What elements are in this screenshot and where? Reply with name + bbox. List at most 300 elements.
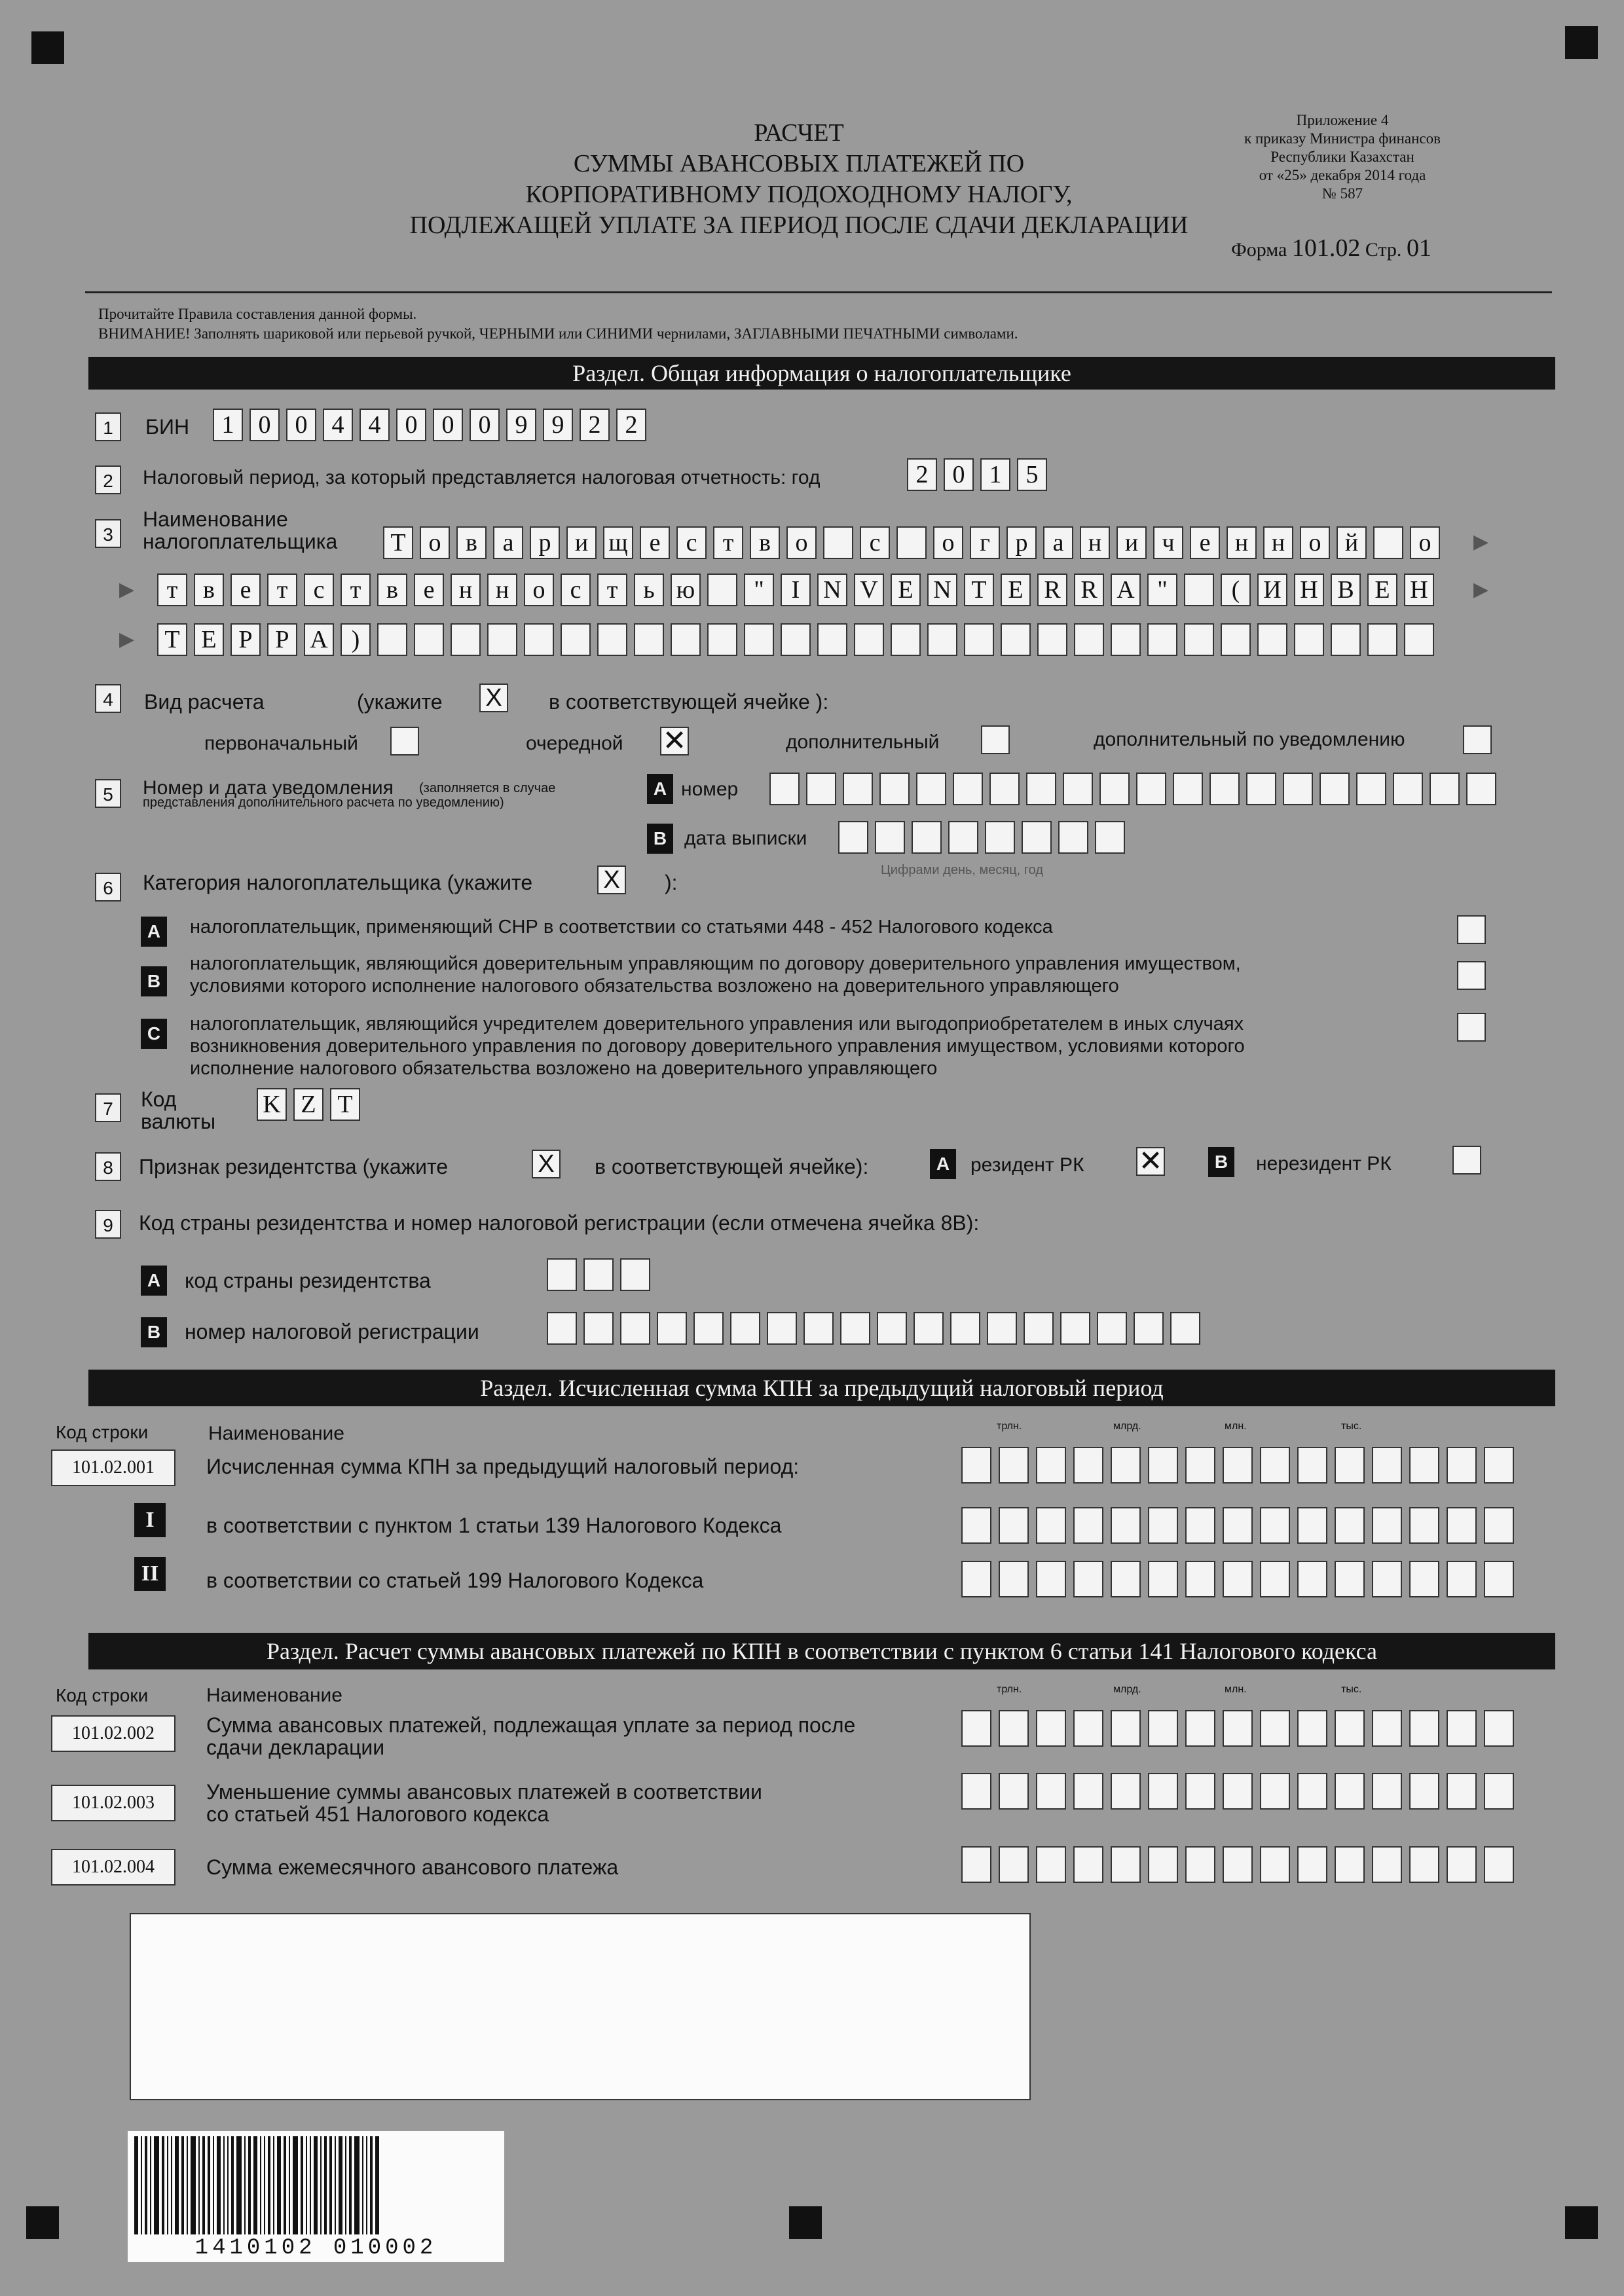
appendix-line: Республики Казахстан — [1270, 149, 1414, 165]
char-cell[interactable] — [1257, 623, 1287, 656]
char-cell[interactable]: ю — [671, 574, 701, 606]
char-cell[interactable] — [1147, 623, 1177, 656]
digit-cell[interactable] — [1111, 1447, 1141, 1484]
digit-cell[interactable] — [1148, 1710, 1178, 1747]
country-code-cells[interactable] — [547, 1258, 657, 1291]
char-cell[interactable] — [1184, 574, 1214, 606]
option-notice-checkbox[interactable] — [1463, 725, 1492, 754]
char-cell[interactable]: с — [561, 574, 591, 606]
char-cell[interactable] — [547, 1258, 577, 1291]
char-cell[interactable]: 0 — [470, 409, 500, 441]
barcode-bar — [198, 2136, 200, 2234]
char-cell[interactable] — [1393, 773, 1423, 805]
digit-cell[interactable] — [1260, 1710, 1290, 1747]
char-cell[interactable]: т — [341, 574, 371, 606]
char-cell[interactable]: ь — [634, 574, 664, 606]
char-cell[interactable]: E — [1001, 574, 1031, 606]
digit-cell[interactable] — [1297, 1773, 1327, 1810]
char-cell[interactable] — [854, 623, 884, 656]
digit-cell[interactable] — [1223, 1846, 1253, 1883]
digit-cell[interactable] — [1409, 1710, 1439, 1747]
char-cell[interactable] — [634, 623, 664, 656]
char-cell[interactable]: K — [257, 1088, 287, 1121]
char-cell[interactable] — [877, 1312, 907, 1345]
digit-cell[interactable] — [1447, 1773, 1477, 1810]
char-cell[interactable] — [547, 1312, 577, 1345]
currency-label-line: валюты — [141, 1110, 216, 1133]
digit-cell[interactable] — [1036, 1710, 1066, 1747]
digit-cell[interactable] — [1447, 1561, 1477, 1597]
digit-cell[interactable] — [961, 1561, 991, 1597]
char-cell[interactable] — [1097, 1312, 1127, 1345]
digit-cell[interactable] — [1335, 1773, 1365, 1810]
char-cell[interactable] — [767, 1312, 797, 1345]
digit-cell[interactable] — [1409, 1561, 1439, 1597]
char-cell[interactable]: с — [676, 526, 707, 559]
digit-cell[interactable] — [1148, 1561, 1178, 1597]
char-cell[interactable] — [803, 1312, 834, 1345]
digit-cell[interactable] — [1447, 1447, 1477, 1484]
digit-cell[interactable] — [1372, 1846, 1402, 1883]
digit-cell[interactable] — [1297, 1447, 1327, 1484]
digit-cell[interactable] — [1223, 1561, 1253, 1597]
char-cell[interactable]: й — [1337, 526, 1367, 559]
char-cell[interactable]: Е — [1367, 574, 1397, 606]
char-cell[interactable] — [1209, 773, 1240, 805]
char-cell[interactable]: R — [1074, 574, 1104, 606]
char-cell[interactable] — [744, 623, 774, 656]
digit-cell[interactable] — [1297, 1846, 1327, 1883]
char-cell[interactable]: 9 — [506, 409, 536, 441]
char-cell[interactable] — [1099, 773, 1130, 805]
char-cell[interactable]: 0 — [433, 409, 463, 441]
char-cell[interactable]: н — [487, 574, 517, 606]
taxpayer-name-cells-row1[interactable] — [383, 526, 1447, 559]
char-cell[interactable] — [1022, 821, 1052, 854]
digit-cell[interactable] — [1073, 1710, 1103, 1747]
option-additional-checkbox[interactable] — [981, 725, 1010, 754]
advance-reduction-amount-cells[interactable] — [961, 1773, 1521, 1810]
char-cell[interactable] — [1404, 623, 1434, 656]
digit-cell[interactable] — [1335, 1561, 1365, 1597]
char-cell[interactable] — [597, 623, 627, 656]
digit-cell[interactable] — [1260, 1447, 1290, 1484]
char-cell[interactable]: 4 — [360, 409, 390, 441]
digit-cell[interactable] — [999, 1507, 1029, 1544]
digit-cell[interactable] — [1260, 1507, 1290, 1544]
char-cell[interactable] — [583, 1258, 614, 1291]
char-cell[interactable] — [671, 623, 701, 656]
digit-cell[interactable] — [1185, 1561, 1215, 1597]
char-cell[interactable]: н — [1263, 526, 1293, 559]
monthly-payment-amount-cells[interactable] — [961, 1846, 1521, 1883]
char-cell[interactable]: о — [420, 526, 450, 559]
char-cell[interactable]: ч — [1153, 526, 1183, 559]
digit-cell[interactable] — [1260, 1561, 1290, 1597]
digit-cell[interactable] — [1447, 1710, 1477, 1747]
char-cell[interactable] — [840, 1312, 870, 1345]
char-cell[interactable] — [1246, 773, 1276, 805]
char-cell[interactable]: 0 — [249, 409, 280, 441]
char-cell[interactable] — [891, 623, 921, 656]
digit-cell[interactable] — [1223, 1447, 1253, 1484]
digit-cell[interactable] — [1484, 1773, 1514, 1810]
char-cell[interactable]: р — [1006, 526, 1037, 559]
digit-cell[interactable] — [1484, 1710, 1514, 1747]
char-cell[interactable]: 0 — [396, 409, 426, 441]
digit-cell[interactable] — [1185, 1846, 1215, 1883]
char-cell[interactable]: 5 — [1017, 458, 1047, 491]
char-cell[interactable]: о — [524, 574, 554, 606]
advance-payment-amount-cells[interactable] — [961, 1710, 1521, 1747]
char-cell[interactable]: В — [1331, 574, 1361, 606]
char-cell[interactable] — [414, 623, 444, 656]
char-cell[interactable] — [948, 821, 978, 854]
char-cell[interactable] — [1331, 623, 1361, 656]
subrow-art139-amount-cells[interactable] — [961, 1507, 1521, 1544]
digit-cell[interactable] — [1335, 1710, 1365, 1747]
char-cell[interactable] — [620, 1312, 650, 1345]
char-cell[interactable] — [912, 821, 942, 854]
digit-cell[interactable] — [1185, 1447, 1215, 1484]
char-cell[interactable] — [927, 623, 957, 656]
char-cell[interactable]: A — [1111, 574, 1141, 606]
char-cell[interactable]: о — [786, 526, 817, 559]
char-cell[interactable]: 0 — [286, 409, 316, 441]
subrow-art199-amount-cells[interactable] — [961, 1561, 1521, 1597]
digit-cell[interactable] — [1111, 1710, 1141, 1747]
digit-cell[interactable] — [1223, 1710, 1253, 1747]
char-cell[interactable]: н — [1227, 526, 1257, 559]
char-cell[interactable] — [1430, 773, 1460, 805]
char-cell[interactable] — [620, 1258, 650, 1291]
char-cell[interactable]: т — [157, 574, 187, 606]
digit-cell[interactable] — [1409, 1507, 1439, 1544]
char-cell[interactable] — [913, 1312, 944, 1345]
digit-cell[interactable] — [1073, 1507, 1103, 1544]
taxpayer-name-cells-row2[interactable] — [157, 574, 1441, 606]
char-cell[interactable] — [451, 623, 481, 656]
prior-kpn-amount-cells[interactable] — [961, 1447, 1521, 1484]
digit-cell[interactable] — [1148, 1447, 1178, 1484]
digit-cell[interactable] — [1335, 1447, 1365, 1484]
char-cell[interactable] — [823, 526, 853, 559]
char-cell[interactable] — [875, 821, 905, 854]
digit-cell[interactable] — [1372, 1507, 1402, 1544]
char-cell[interactable]: и — [1116, 526, 1147, 559]
digit-cell[interactable] — [961, 1507, 991, 1544]
char-cell[interactable] — [1294, 623, 1324, 656]
currency-label-line: Код — [141, 1087, 177, 1111]
char-cell[interactable] — [1173, 773, 1203, 805]
char-cell[interactable] — [985, 821, 1015, 854]
digit-cell[interactable] — [1223, 1773, 1253, 1810]
char-cell[interactable] — [524, 623, 554, 656]
char-cell[interactable]: Н — [1294, 574, 1324, 606]
barcode-bar — [154, 2136, 159, 2234]
digit-cell[interactable] — [1372, 1561, 1402, 1597]
char-cell[interactable] — [1170, 1312, 1200, 1345]
char-cell[interactable] — [1058, 821, 1088, 854]
digit-cell[interactable] — [999, 1447, 1029, 1484]
notice-date-cells[interactable] — [838, 821, 1132, 854]
digit-cell[interactable] — [1111, 1507, 1141, 1544]
char-cell[interactable] — [1184, 623, 1214, 656]
char-cell[interactable] — [1060, 1312, 1090, 1345]
digit-cell[interactable] — [1036, 1507, 1066, 1544]
char-cell[interactable] — [987, 1312, 1017, 1345]
char-cell[interactable]: н — [1080, 526, 1110, 559]
digit-cell[interactable] — [1111, 1773, 1141, 1810]
char-cell[interactable] — [583, 1312, 614, 1345]
char-cell[interactable]: с — [860, 526, 890, 559]
title-line: ПОДЛЕЖАЩЕЙ УПЛАТЕ ЗА ПЕРИОД ПОСЛЕ СДАЧИ ДЕКЛАРАЦИИ — [409, 211, 1189, 239]
barcode-bar — [253, 2136, 257, 2234]
category-c-checkbox[interactable] — [1457, 1013, 1486, 1042]
char-cell[interactable] — [1466, 773, 1496, 805]
nonresident-checkbox[interactable] — [1452, 1146, 1481, 1175]
char-cell[interactable] — [806, 773, 836, 805]
char-cell[interactable] — [1367, 623, 1397, 656]
digit-cell[interactable] — [1409, 1773, 1439, 1810]
char-cell[interactable]: и — [566, 526, 597, 559]
char-cell[interactable]: N — [817, 574, 847, 606]
digit-cell[interactable] — [999, 1561, 1029, 1597]
digit-cell[interactable] — [1297, 1710, 1327, 1747]
char-cell[interactable]: 4 — [323, 409, 353, 441]
digit-cell[interactable] — [1484, 1507, 1514, 1544]
digit-cell[interactable] — [1111, 1846, 1141, 1883]
digit-cell[interactable] — [1484, 1561, 1514, 1597]
digit-cell[interactable] — [1447, 1846, 1477, 1883]
title-line: СУММЫ АВАНСОВЫХ ПЛАТЕЖЕЙ ПО — [573, 150, 1025, 177]
char-cell[interactable] — [1356, 773, 1386, 805]
digit-cell[interactable] — [1148, 1773, 1178, 1810]
char-cell[interactable] — [950, 1312, 980, 1345]
char-cell[interactable] — [487, 623, 517, 656]
char-cell[interactable]: " — [1147, 574, 1177, 606]
unit-million: млн. — [1225, 1421, 1247, 1432]
char-cell[interactable]: Т — [383, 526, 413, 559]
char-cell[interactable]: R — [1037, 574, 1067, 606]
char-cell[interactable] — [1001, 623, 1031, 656]
char-cell[interactable]: 1 — [213, 409, 243, 441]
char-cell[interactable]: Р — [231, 623, 261, 656]
char-cell[interactable]: т — [713, 526, 743, 559]
char-cell[interactable]: 2 — [907, 458, 937, 491]
field-number: 4 — [95, 684, 121, 713]
digit-cell[interactable] — [1223, 1507, 1253, 1544]
char-cell[interactable] — [1095, 821, 1125, 854]
digit-cell[interactable] — [1073, 1561, 1103, 1597]
char-cell[interactable]: е — [1190, 526, 1220, 559]
char-cell[interactable]: 1 — [980, 458, 1010, 491]
char-cell[interactable]: Z — [293, 1088, 323, 1121]
char-cell[interactable]: 2 — [580, 409, 610, 441]
digit-cell[interactable] — [961, 1773, 991, 1810]
digit-cell[interactable] — [1036, 1561, 1066, 1597]
char-cell[interactable]: о — [1300, 526, 1330, 559]
char-cell[interactable] — [916, 773, 946, 805]
digit-cell[interactable] — [1073, 1773, 1103, 1810]
char-cell[interactable]: о — [1410, 526, 1440, 559]
option-regular-checkbox[interactable]: ✕ — [660, 727, 689, 756]
char-cell[interactable]: ) — [341, 623, 371, 656]
digit-cell[interactable] — [1335, 1507, 1365, 1544]
digit-cell[interactable] — [999, 1710, 1029, 1747]
barcode-bar — [231, 2136, 234, 2234]
digit-cell[interactable] — [1409, 1447, 1439, 1484]
char-cell[interactable] — [843, 773, 873, 805]
char-cell[interactable] — [989, 773, 1020, 805]
char-cell[interactable] — [707, 623, 737, 656]
digit-cell[interactable] — [1260, 1773, 1290, 1810]
digit-cell[interactable] — [1297, 1561, 1327, 1597]
barcode-bar — [208, 2136, 210, 2234]
digit-cell[interactable] — [1409, 1846, 1439, 1883]
barcode-bar — [244, 2136, 246, 2234]
digit-cell[interactable] — [1260, 1846, 1290, 1883]
char-cell[interactable] — [1134, 1312, 1164, 1345]
taxpayer-name-label — [143, 508, 337, 553]
digit-cell[interactable] — [961, 1846, 991, 1883]
currency-cells[interactable] — [257, 1088, 367, 1121]
char-cell[interactable]: T — [964, 574, 994, 606]
char-cell[interactable]: I — [781, 574, 811, 606]
char-cell[interactable]: а — [1043, 526, 1073, 559]
char-cell[interactable] — [1320, 773, 1350, 805]
char-cell[interactable]: с — [304, 574, 334, 606]
char-cell[interactable] — [1111, 623, 1141, 656]
char-cell[interactable] — [707, 574, 737, 606]
digit-cell[interactable] — [1185, 1507, 1215, 1544]
bin-cells[interactable] — [213, 409, 653, 441]
digit-cell[interactable] — [1335, 1846, 1365, 1883]
char-cell[interactable] — [730, 1312, 760, 1345]
digit-cell[interactable] — [1185, 1773, 1215, 1810]
char-cell[interactable]: T — [330, 1088, 360, 1121]
char-cell[interactable] — [817, 623, 847, 656]
digit-cell[interactable] — [1185, 1710, 1215, 1747]
char-cell[interactable]: " — [744, 574, 774, 606]
digit-cell[interactable] — [1148, 1507, 1178, 1544]
char-cell[interactable] — [1074, 623, 1104, 656]
taxpayer-name-cells-row3[interactable] — [157, 623, 1441, 656]
char-cell[interactable] — [657, 1312, 687, 1345]
char-cell[interactable]: E — [891, 574, 921, 606]
digit-cell[interactable] — [961, 1447, 991, 1484]
digit-cell[interactable] — [1447, 1507, 1477, 1544]
char-cell[interactable]: ( — [1221, 574, 1251, 606]
char-cell[interactable] — [781, 623, 811, 656]
char-cell[interactable] — [964, 623, 994, 656]
digit-cell[interactable] — [1484, 1447, 1514, 1484]
char-cell[interactable]: е — [231, 574, 261, 606]
option-initial-label: первоначальный — [204, 733, 358, 754]
char-cell[interactable]: И — [1257, 574, 1287, 606]
notice-label: Номер и дата уведомления — [143, 777, 394, 799]
char-cell[interactable] — [377, 623, 407, 656]
option-initial-checkbox[interactable] — [390, 727, 419, 756]
char-cell[interactable]: в — [377, 574, 407, 606]
digit-cell[interactable] — [1297, 1507, 1327, 1544]
char-cell[interactable]: е — [640, 526, 670, 559]
digit-cell[interactable] — [1036, 1447, 1066, 1484]
char-cell[interactable] — [693, 1312, 724, 1345]
digit-cell[interactable] — [999, 1773, 1029, 1810]
char-cell[interactable]: а — [493, 526, 523, 559]
digit-cell[interactable] — [1484, 1846, 1514, 1883]
char-cell[interactable]: N — [927, 574, 957, 606]
category-b-checkbox[interactable] — [1457, 961, 1486, 990]
char-cell[interactable]: Т — [157, 623, 187, 656]
char-cell[interactable]: т — [597, 574, 627, 606]
digit-cell[interactable] — [999, 1846, 1029, 1883]
char-cell[interactable]: е — [414, 574, 444, 606]
char-cell[interactable]: V — [854, 574, 884, 606]
char-cell[interactable] — [1063, 773, 1093, 805]
char-cell[interactable]: А — [304, 623, 334, 656]
digit-cell[interactable] — [1036, 1773, 1066, 1810]
char-cell[interactable]: в — [750, 526, 780, 559]
digit-cell[interactable] — [1372, 1773, 1402, 1810]
char-cell[interactable]: г — [970, 526, 1000, 559]
category-a-checkbox[interactable] — [1457, 915, 1486, 944]
char-cell[interactable]: т — [267, 574, 297, 606]
form-label: Форма — [1231, 239, 1287, 261]
notice-number-cells[interactable] — [769, 773, 1503, 805]
digit-cell[interactable] — [1111, 1561, 1141, 1597]
char-cell[interactable] — [561, 623, 591, 656]
char-cell[interactable]: 0 — [944, 458, 974, 491]
char-cell[interactable]: щ — [603, 526, 633, 559]
char-cell[interactable]: Е — [194, 623, 224, 656]
char-cell[interactable]: в — [194, 574, 224, 606]
char-cell[interactable] — [1283, 773, 1313, 805]
char-cell[interactable] — [879, 773, 910, 805]
char-cell[interactable]: Н — [1404, 574, 1434, 606]
registration-number-cells[interactable] — [547, 1312, 1207, 1345]
resident-checkbox[interactable]: ✕ — [1136, 1147, 1165, 1176]
char-cell[interactable] — [838, 821, 868, 854]
char-cell[interactable]: 2 — [616, 409, 646, 441]
digit-cell[interactable] — [1372, 1447, 1402, 1484]
char-cell[interactable] — [1136, 773, 1166, 805]
char-cell[interactable] — [1037, 623, 1067, 656]
char-cell[interactable] — [953, 773, 983, 805]
char-cell[interactable] — [1221, 623, 1251, 656]
digit-cell[interactable] — [1073, 1447, 1103, 1484]
char-cell[interactable] — [1026, 773, 1056, 805]
unit-thousand: тыс. — [1341, 1684, 1362, 1695]
char-cell[interactable]: н — [451, 574, 481, 606]
char-cell[interactable]: о — [933, 526, 963, 559]
digit-cell[interactable] — [961, 1710, 991, 1747]
char-cell[interactable] — [1373, 526, 1403, 559]
char-cell[interactable]: р — [530, 526, 560, 559]
digit-cell[interactable] — [1148, 1846, 1178, 1883]
char-cell[interactable]: 9 — [543, 409, 573, 441]
char-cell[interactable]: в — [456, 526, 487, 559]
char-cell[interactable] — [1024, 1312, 1054, 1345]
char-cell[interactable]: Р — [267, 623, 297, 656]
char-cell[interactable] — [896, 526, 927, 559]
tax-year-cells[interactable] — [907, 458, 1054, 491]
digit-cell[interactable] — [1073, 1846, 1103, 1883]
digit-cell[interactable] — [1036, 1846, 1066, 1883]
char-cell[interactable] — [769, 773, 800, 805]
digit-cell[interactable] — [1372, 1710, 1402, 1747]
